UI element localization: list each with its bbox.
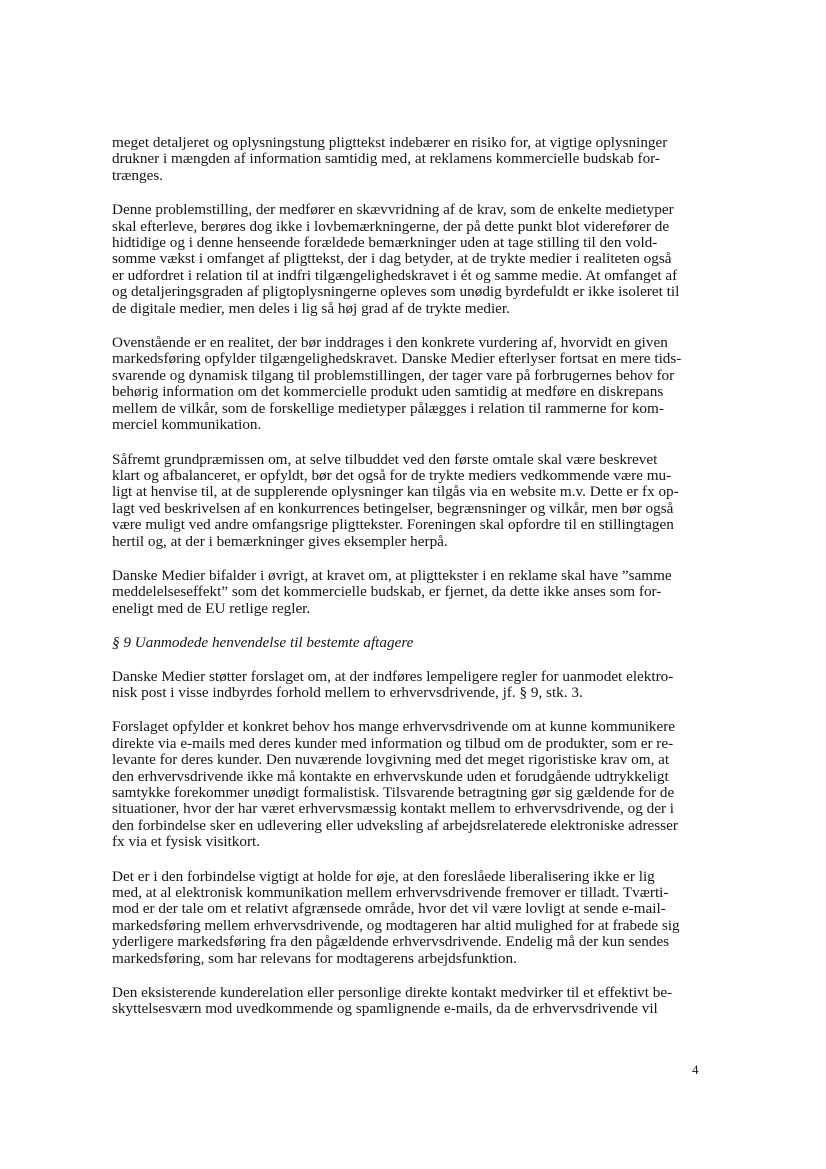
- text-line: lagt ved beskrivelsen af en konkurrences betingelser, begrænsninger og vilkår, men bør også: [112, 499, 674, 517]
- paragraphs-after-heading: [112, 669, 704, 1018]
- text-line: være muligt ved andre omfangsrige pligttekster. Foreningen skal opfordre til en stillingtagen: [112, 516, 674, 534]
- text-line: markedsføring mellem erhvervsdrivende, og modtageren har altid mulighed for at frabede sig: [112, 916, 680, 934]
- text-line: de digitale medier, men deles i lig så høj grad af de trykte medier.: [112, 299, 510, 317]
- text-line: somme vækst i omfanget af pligttekst, der i dag betyder, at de trykte medier i realiteten også: [112, 250, 672, 268]
- text-line: direkte via e-mails med deres kunder med information og tilbud om de produkter, som er re-: [112, 734, 674, 752]
- text-line: Den eksisterende kunderelation eller personlige direkte kontakt medvirker til et effektivt be-: [112, 984, 673, 1002]
- text-line: levante for deres kunder. Den nuværende lovgivning med det meget rigoristiske krav om, at: [112, 751, 670, 769]
- text-line: yderligere markedsføring fra den pågældende erhvervsdrivende. Endelig må der kun sendes: [112, 933, 670, 951]
- text-line: klart og afbalanceret, er opfyldt, bør det også for de trykte mediers vedkommende være mu-: [112, 466, 672, 484]
- paragraph: [112, 452, 704, 550]
- paragraph: [112, 669, 704, 702]
- text-line: den forbindelse sker en udlevering eller udveksling af arbejdsrelaterede elektroniske adresser: [112, 816, 678, 834]
- text-line: trænges.: [112, 166, 164, 184]
- paragraph: [112, 869, 704, 967]
- paragraph: [112, 719, 704, 850]
- text-line: Danske Medier bifalder i øvrigt, at kravet om, at pligttekster i en reklame skal have ”samme: [112, 566, 672, 584]
- text-line: mellem de vilkår, som de forskellige medietyper pålægges i relation til rammerne for kom-: [112, 399, 664, 417]
- text-line: den erhvervsdrivende ikke må kontakte en erhvervskunde uden et forudgående udtrykkeligt: [112, 767, 669, 785]
- text-line: drukner i mængden af information samtidig med, at reklamens kommercielle budskab for-: [112, 150, 660, 168]
- text-line: markedsføring opfylder tilgængelighedskravet. Danske Medier efterlyser fortsat en mere tids-: [112, 350, 682, 368]
- paragraph: [112, 335, 704, 433]
- text-line: skyttelsesværn mod uvedkommende og spamlignende e-mails, da de erhvervsdrivende vil: [112, 1000, 658, 1018]
- paragraphs-before-heading: [112, 135, 704, 617]
- section-heading: § 9 Uanmodede henvendelse til bestemte aftagere: [112, 634, 414, 652]
- text-line: med, at al elektronisk kommunikation mellem erhvervsdrivende fremover er tilladt. Tværti-: [112, 884, 669, 902]
- text-line: Såfremt grundpræmissen om, at selve tilbuddet ved den første omtale skal være beskrevet: [112, 450, 658, 468]
- text-line: Forslaget opfylder et konkret behov hos mange erhvervsdrivende om at kunne kommunikere: [112, 718, 676, 736]
- text-line: meddelelseseffekt” som det kommercielle budskab, er fjernet, da dette ikke anses som for-: [112, 583, 662, 601]
- text-line: samtykke forekommer unødigt formalistisk. Tilsvarende betragtning gør sig gældende for de: [112, 784, 675, 801]
- text-line: behørig information om det kommercielle produkt uden samtidig at medføre en diskrepans: [112, 383, 664, 401]
- text-line: mod er der tale om et relativt afgrænsede område, hvor det vil være lovligt at sende e-mail-: [112, 900, 666, 918]
- text-line: meget detaljeret og oplysningstung pligttekst indebærer en risiko for, at vigtige oplysninger: [112, 134, 668, 151]
- text-line: Ovenstående er en realitet, der bør inddrages i den konkrete vurdering af, hvorvidt en given: [112, 334, 668, 352]
- text-line: Denne problemstilling, der medfører en skævvridning af de krav, som de enkelte medietyper: [112, 201, 674, 219]
- text-line: Danske Medier støtter forslaget om, at der indføres lempeligere regler for uanmodet elektro-: [112, 667, 674, 685]
- text-line: og detaljeringsgraden af pligtoplysningerne opleves som unødig byrdefuldt er ikke isoleret til: [112, 283, 680, 301]
- text-line: eneligt med de EU retlige regler.: [112, 599, 311, 617]
- text-line: svarende og dynamisk tilgang til problemstillingen, der tager vare på forbrugernes behov for: [112, 366, 675, 384]
- page-number: 4: [692, 1062, 699, 1077]
- paragraph: [112, 985, 704, 1018]
- text-line: markedsføring, som har relevans for modtagerens arbejdsfunktion.: [112, 949, 517, 967]
- text-line: Det er i den forbindelse vigtigt at holde for øje, at den foreslåede liberalisering ikke er lig: [112, 867, 655, 885]
- body-text: [112, 135, 704, 1036]
- text-line: er udfordret i relation til at indfri tilgængelighedskravet i ét og samme medie. At omfanget af: [112, 266, 678, 284]
- paragraph: [112, 202, 704, 317]
- text-line: hertil og, at der i bemærkninger gives eksempler herpå.: [112, 532, 448, 550]
- text-line: fx via et fysisk visitkort.: [112, 833, 261, 851]
- text-line: nisk post i visse indbyrdes forhold mellem to erhvervsdrivende, jf. § 9, stk. 3.: [112, 683, 583, 701]
- paragraph: [112, 568, 704, 617]
- text-line: ligt at henvise til, at de supplerende oplysninger kan tilgås via en website m.v. Dette er fx op-: [112, 483, 679, 501]
- text-line: situationer, hvor der har været erhvervsmæssig kontakt mellem to erhvervsdrivende, og der i: [112, 800, 675, 818]
- text-line: skal efterleve, berøres dog ikke i lovbemærkningerne, der på dette punkt blot viderefører de: [112, 217, 670, 235]
- paragraph: [112, 135, 704, 184]
- text-line: merciel kommunikation.: [112, 416, 262, 434]
- text-line: hidtidige og i denne henseende forældede bemærkninger uden at tage stilling til den vold-: [112, 234, 658, 252]
